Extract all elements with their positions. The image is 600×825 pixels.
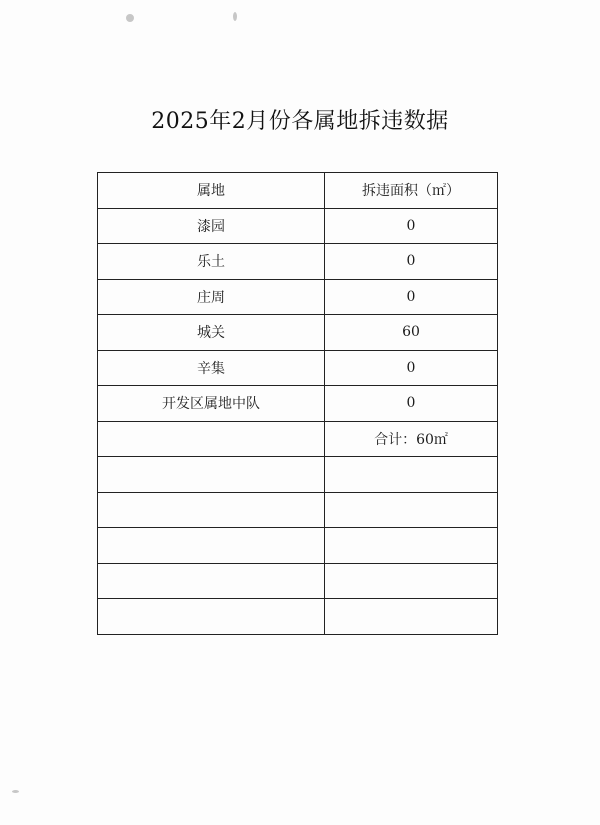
header-area: 属地 <box>98 173 325 209</box>
document-title: 2025年2月份各属地拆违数据 <box>151 109 449 134</box>
empty-row <box>98 563 498 599</box>
table-row <box>98 386 498 422</box>
empty-cell <box>98 457 325 493</box>
area-name: 城关 <box>98 315 325 351</box>
empty-cell <box>98 563 325 599</box>
area-value: 0 <box>325 350 498 386</box>
scan-speck <box>12 790 19 793</box>
table-row <box>98 208 498 244</box>
area-value: 60 <box>325 315 498 351</box>
area-value: 0 <box>325 386 498 422</box>
empty-cell <box>98 528 325 564</box>
empty-row <box>98 528 498 564</box>
empty-cell <box>98 599 325 635</box>
empty-cell <box>325 492 498 528</box>
table-row <box>98 315 498 351</box>
area-name: 乐土 <box>98 244 325 280</box>
empty-cell <box>325 457 498 493</box>
empty-row <box>98 457 498 493</box>
area-name: 庄周 <box>98 279 325 315</box>
table-header-row <box>98 173 498 209</box>
area-name: 漆园 <box>98 208 325 244</box>
empty-row <box>98 492 498 528</box>
empty-cell <box>325 528 498 564</box>
empty-cell <box>325 563 498 599</box>
empty-cell <box>98 492 325 528</box>
area-name: 辛集 <box>98 350 325 386</box>
empty-cell <box>325 599 498 635</box>
scan-speck <box>126 14 134 22</box>
header-demolition-area: 拆违面积（㎡） <box>325 173 498 209</box>
total-label-cell <box>98 421 325 457</box>
table-row <box>98 350 498 386</box>
scan-speck <box>233 12 237 21</box>
total-value: 合计：60㎡ <box>325 421 498 457</box>
demolition-data-table <box>97 172 498 635</box>
table-row <box>98 244 498 280</box>
area-value: 0 <box>325 208 498 244</box>
area-value: 0 <box>325 244 498 280</box>
area-value: 0 <box>325 279 498 315</box>
empty-row <box>98 599 498 635</box>
area-name: 开发区属地中队 <box>98 386 325 422</box>
total-row <box>98 421 498 457</box>
table-row <box>98 279 498 315</box>
